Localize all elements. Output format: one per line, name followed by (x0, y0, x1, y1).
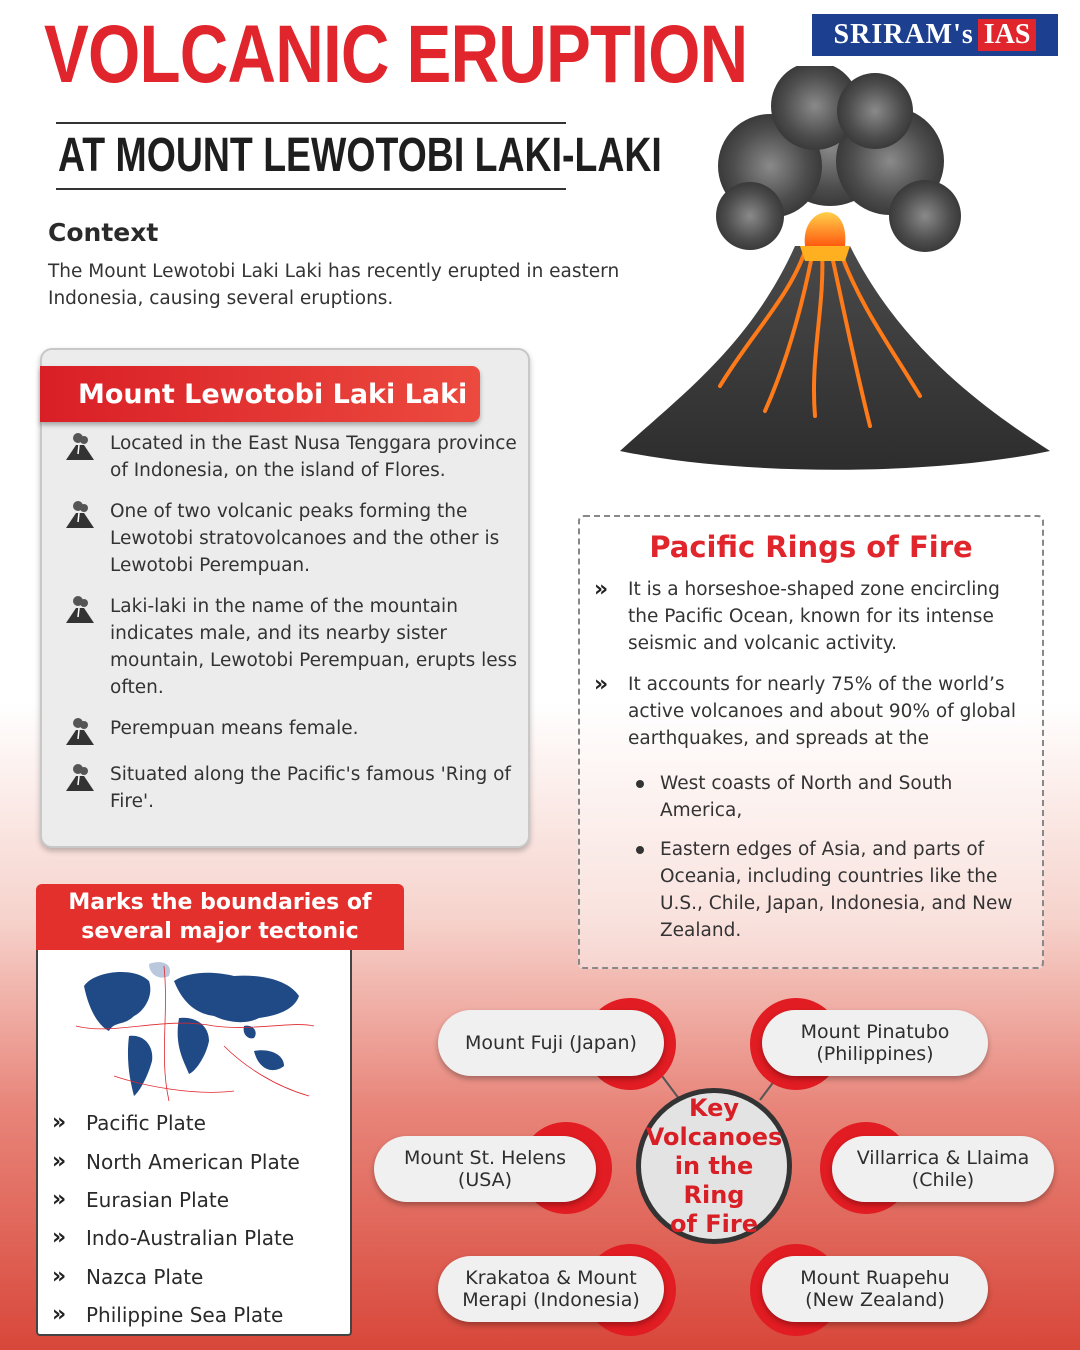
list-item (64, 593, 520, 701)
ring-subpoint-text: Eastern edges of Asia, and parts of Oceania, including countries like the U.S., Chile, Japan, Indonesia, and New Zealand. (660, 839, 1013, 941)
context-text: The Mount Lewotobi Laki Laki has recently erupted in eastern Indonesia, causing several eruptions. (48, 261, 620, 309)
volcano-label: Mount St. Helens (403, 1147, 567, 1169)
mountain-point-text: Located in the East Nusa Tenggara province of Indonesia, on the island of Flores. (110, 433, 517, 481)
volcano-pill (438, 1256, 664, 1322)
volcano-icon (64, 500, 96, 530)
ring-of-fire-heading: Pacific Rings of Fire (649, 530, 973, 564)
logo-accent: IAS (978, 19, 1037, 51)
hub-label-line: Volcanoes (645, 1122, 783, 1151)
ring-point-text: It is a horseshoe-shaped zone encircling the Pacific Ocean, known for its intense seismic and volcanic activity. (628, 579, 1000, 654)
volcano-pill (832, 1136, 1054, 1202)
hub-label-line: in the Ring (674, 1151, 754, 1209)
double-chevron-icon: ›› (52, 1225, 63, 1251)
bullet-dot-icon (636, 780, 644, 788)
context-heading: Context (48, 218, 159, 247)
ring-of-fire-subpoints (636, 770, 1032, 956)
volcano-label: Merapi (Indonesia) (462, 1289, 640, 1311)
plates-heading (36, 884, 404, 973)
list-item (52, 1219, 300, 1257)
volcano-icon (64, 717, 96, 747)
plate-name: Nazca Plate (86, 1264, 204, 1289)
plates-heading-line: several major tectonic plates: (81, 919, 359, 973)
volcano-label: (Chile) (911, 1169, 975, 1191)
plates-heading-line: Marks the boundaries of (68, 890, 372, 915)
plate-name: Pacific Plate (86, 1111, 206, 1136)
volcano-label: Mount Pinatubo (800, 1021, 950, 1043)
plate-name: North American Plate (86, 1149, 300, 1174)
list-item (594, 671, 1034, 752)
mountain-heading: Mount Lewotobi Laki Laki (40, 366, 480, 422)
volcano-label: Krakatoa & Mount (465, 1267, 637, 1289)
volcano-icon (64, 595, 96, 625)
volcano-label: Mount Fuji (Japan) (465, 1032, 637, 1054)
volcano-icon (64, 432, 96, 462)
list-item (52, 1296, 300, 1334)
volcano-label: (New Zealand) (805, 1289, 945, 1311)
ring-point-text: It accounts for nearly 75% of the world’s active volcanoes and about 90% of global earthquakes, and spreads at the (628, 674, 1017, 749)
volcano-label: Mount Ruapehu (800, 1267, 950, 1289)
mountain-points (64, 430, 520, 829)
volcano-cone (620, 246, 1050, 470)
list-item (636, 770, 1032, 824)
plate-name: Philippine Sea Plate (86, 1303, 284, 1328)
ring-subpoint-text: West coasts of North and South America, (660, 773, 953, 821)
list-item (594, 576, 1034, 657)
list-item (636, 836, 1032, 944)
plate-name: Indo-Australian Plate (86, 1226, 295, 1251)
mountain-point-text: Situated along the Pacific's famous 'Ring of Fire'. (110, 764, 511, 812)
key-volcanoes-hub (636, 1088, 792, 1244)
hub-label-line: Key (688, 1093, 740, 1122)
list-item (52, 1104, 300, 1142)
volcano-pill (762, 1010, 988, 1076)
list-item (64, 430, 520, 484)
double-chevron-icon: ›› (594, 672, 605, 697)
list-item (52, 1181, 300, 1219)
mountain-point-text: One of two volcanic peaks forming the Lewotobi stratovolcanoes and the other is Lewotobi Perempuan. (110, 501, 500, 576)
volcano-pill (762, 1256, 988, 1322)
list-item (52, 1258, 300, 1296)
logo-name: SRIRAM's (833, 19, 974, 50)
double-chevron-icon: ›› (52, 1302, 63, 1328)
plates-list (52, 1104, 300, 1334)
double-chevron-icon: ›› (52, 1110, 63, 1136)
lava-plume (805, 212, 846, 246)
volcano-icon (64, 763, 96, 793)
double-chevron-icon: ›› (52, 1148, 63, 1174)
list-item (64, 498, 520, 579)
page-title: VOLCANIC ERUPTION (44, 9, 748, 100)
tectonic-plates-map (74, 956, 316, 1106)
list-item (64, 715, 520, 747)
volcano-pill (438, 1010, 664, 1076)
hub-label-line: of Fire (669, 1209, 759, 1238)
mountain-point-text: Laki-laki in the name of the mountain indicates male, and its nearby sister mountain, Lewotobi Perempuan, erupts less often. (110, 596, 517, 698)
page-subtitle: AT MOUNT LEWOTOBI LAKI-LAKI (58, 129, 662, 182)
brand-logo (812, 14, 1058, 56)
double-chevron-icon: ›› (594, 577, 605, 602)
bullet-dot-icon (636, 846, 644, 854)
volcano-illustration (600, 66, 1060, 486)
volcano-pill (374, 1136, 596, 1202)
volcano-label: (Philippines) (816, 1043, 934, 1065)
plate-name: Eurasian Plate (86, 1187, 230, 1212)
volcano-label: (USA) (457, 1169, 513, 1191)
double-chevron-icon: ›› (52, 1263, 63, 1289)
mountain-point-text: Perempuan means female. (110, 718, 359, 739)
ring-of-fire-points (594, 576, 1034, 766)
list-item (64, 761, 520, 815)
volcano-label: Villarrica & Llaima (856, 1147, 1030, 1169)
double-chevron-icon: ›› (52, 1186, 63, 1212)
list-item (52, 1142, 300, 1180)
